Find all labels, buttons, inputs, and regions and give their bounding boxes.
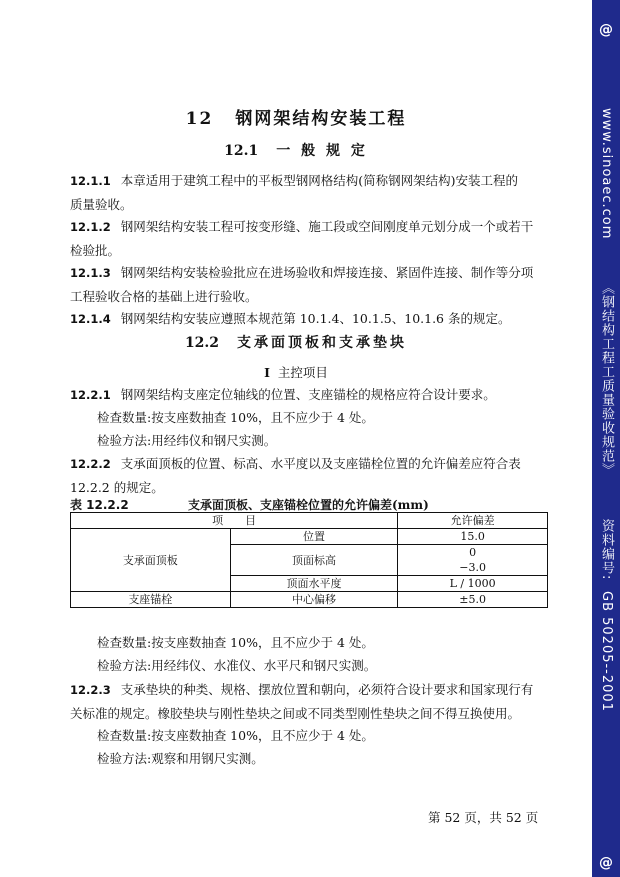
page-footer: 第 52 页，共 52 页 — [428, 810, 539, 825]
clause-text-cont: 工程验收合格的基础上进行验收。 — [70, 289, 258, 304]
clause-number: 12.2.1 — [70, 388, 111, 402]
clause-text: 钢网架结构安装应遵照本规范第 10.1.4、10.1.5、10.1.6 条的规定。 — [120, 311, 511, 326]
row-value: L / 1000 — [398, 576, 548, 592]
chapter-number: 12 — [185, 109, 214, 129]
chapter-title-text: 钢网架结构安装工程 — [235, 109, 407, 129]
clause-text: 钢网架结构安装工程可按变形缝、施工段或空间刚度单元划分成一个或若干 — [120, 219, 534, 234]
group-bearing-plate: 支承面顶板 — [71, 529, 231, 592]
clause-text-cont: 检验批。 — [70, 243, 121, 258]
check-method: 检验方法:观察和用钢尺实测。 — [97, 751, 264, 766]
clause-text: 钢网架结构安装检验批应在进场验收和焊接连接、紧固件连接、制作等分项 — [120, 265, 534, 280]
side-banner-text — [597, 108, 616, 712]
check-method: 检验方法:用经纬仪、水准仪、水平尺和钢尺实测。 — [97, 658, 377, 673]
chapter-title — [0, 104, 592, 129]
table-header-row — [71, 513, 548, 529]
book-title: 《钢结构工程工质量验收规范》 — [599, 281, 614, 478]
clause-text-cont: 关标准的规定。橡胶垫块与刚性垫块之间或不同类型刚性垫块之间不得互换使用。 — [70, 706, 521, 721]
clause-12-2-3 — [70, 678, 550, 725]
clause-text: 本章适用于建筑工程中的平板型钢网格结构(简称钢网架结构)安装工程的 — [120, 173, 519, 188]
clause-number: 12.1.4 — [70, 312, 111, 326]
section-heading-12-2 — [0, 332, 592, 352]
at-icon: @ — [599, 22, 613, 38]
check-quantity: 检查数量:按支座数抽查 10%，且不应少于 4 处。 — [97, 635, 374, 650]
clause-number: 12.1.3 — [70, 266, 111, 280]
site-url[interactable]: www.sinoaec.com — [599, 108, 614, 240]
row-value: ±5.0 — [398, 592, 548, 608]
table-row — [71, 529, 548, 545]
clause-text: 支承面顶板的位置、标高、水平度以及支座锚栓位置的允许偏差应符合表 — [120, 456, 521, 471]
side-banner — [592, 0, 620, 877]
tolerance-table — [70, 512, 548, 608]
at-icon: @ — [599, 855, 613, 871]
clause-number: 12.1.1 — [70, 174, 111, 188]
header-item: 项 目 — [71, 513, 398, 529]
section-title: 一 般 规 定 — [276, 143, 368, 159]
check-quantity: 检查数量:按支座数抽查 10%，且不应少于 4 处。 — [97, 410, 374, 425]
table-title: 支承面顶板、支座锚栓位置的允许偏差(mm) — [188, 498, 429, 512]
row-value-upper: 0 — [469, 546, 477, 559]
clause-12-1-4 — [70, 307, 550, 331]
doc-label: 资料编号: — [599, 519, 614, 581]
row-item: 顶面标高 — [230, 545, 398, 576]
section-heading-12-1 — [0, 140, 592, 160]
row-value: 15.0 — [398, 529, 548, 545]
clause-text: 钢网架结构支座定位轴线的位置、支座锚栓的规格应符合设计要求。 — [120, 387, 496, 402]
row-value-lower: −3.0 — [459, 561, 486, 574]
row-item: 顶面水平度 — [230, 576, 398, 592]
clause-12-1-2 — [70, 215, 550, 262]
clause-12-2-2 — [70, 452, 550, 499]
clause-text-cont: 质量验收。 — [70, 197, 133, 212]
clause-12-1-1 — [70, 169, 550, 216]
group-anchor-bolt: 支座锚栓 — [71, 592, 231, 608]
subheading-text: 主控项目 — [277, 365, 328, 380]
check-method: 检验方法:用经纬仪和钢尺实测。 — [97, 433, 277, 448]
table-number: 表 12.2.2 — [70, 498, 129, 512]
clause-number: 12.1.2 — [70, 220, 111, 234]
row-item: 位置 — [230, 529, 398, 545]
doc-code: GB 50205--2001 — [599, 590, 614, 712]
roman-numeral: I — [264, 365, 270, 380]
subheading-main-items — [0, 363, 592, 381]
clause-number: 12.2.3 — [70, 683, 111, 697]
section-number: 12.1 — [224, 143, 259, 159]
table-caption — [70, 496, 550, 513]
check-quantity: 检查数量:按支座数抽查 10%，且不应少于 4 处。 — [97, 728, 374, 743]
table-row — [71, 592, 548, 608]
clause-12-2-1 — [70, 383, 550, 407]
section-title: 支承面顶板和支承垫块 — [237, 335, 408, 351]
section-number: 12.2 — [184, 335, 220, 351]
clause-number: 12.2.2 — [70, 457, 111, 471]
clause-12-1-3 — [70, 261, 550, 308]
row-value-stacked — [398, 545, 548, 576]
clause-text-cont: 12.2.2 的规定。 — [70, 480, 164, 495]
header-tolerance: 允许偏差 — [398, 513, 548, 529]
row-item: 中心偏移 — [230, 592, 398, 608]
clause-text: 支承垫块的种类、规格、摆放位置和朝向，必须符合设计要求和国家现行有 — [120, 682, 534, 697]
